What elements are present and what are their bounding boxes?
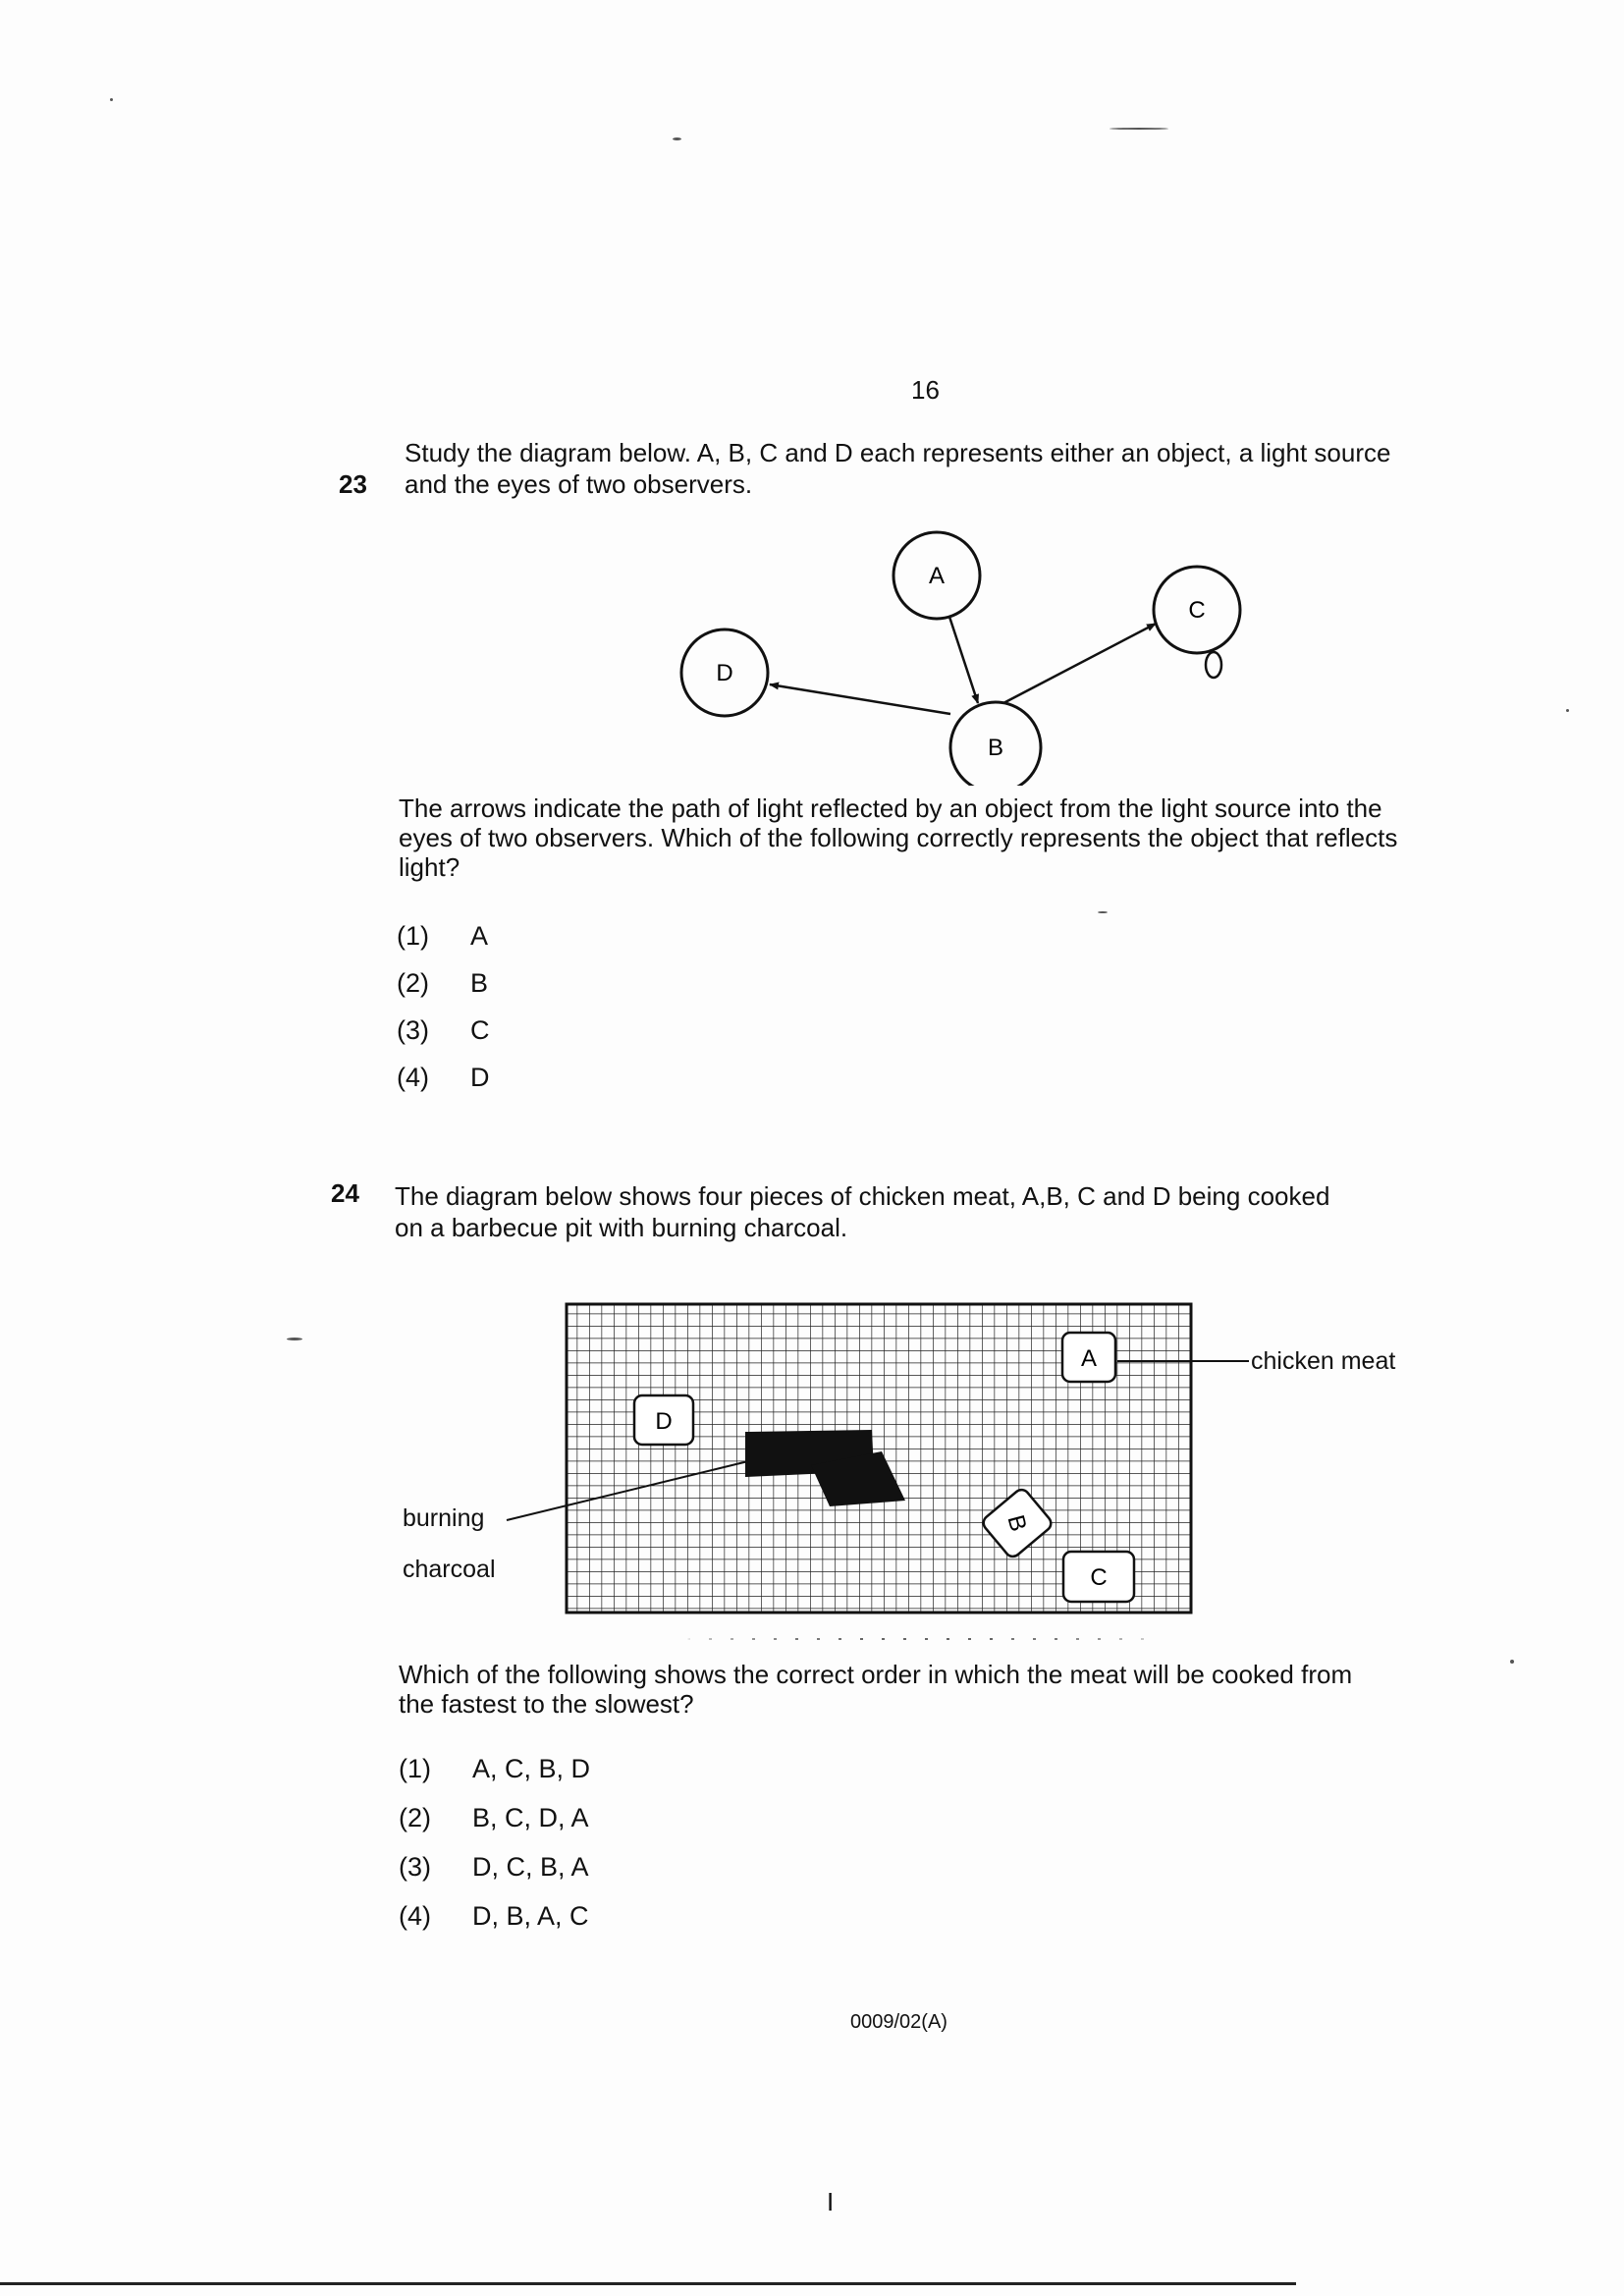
option-text: D, B, A, C <box>472 1901 589 1931</box>
meat-c-label: C <box>1090 1564 1108 1591</box>
question-23-number: 23 <box>339 469 367 499</box>
scan-speck <box>1510 1660 1514 1664</box>
node-a-label: A <box>928 563 946 589</box>
option-number: (3) <box>397 1015 429 1045</box>
question-23-intro-line-1: Study the diagram below. A, B, C and D each represents either an object, a light source <box>405 438 1391 467</box>
page-bottom-edge <box>0 2282 1296 2285</box>
option-number: (1) <box>397 921 429 951</box>
option-text: D, C, B, A <box>472 1852 589 1882</box>
paper-code: 0009/02(A) <box>850 2011 947 2033</box>
chicken-meat-a <box>1062 1333 1115 1382</box>
question-24-option-1[interactable] <box>399 1754 590 1784</box>
question-23-text-line-2: eyes of two observers. Which of the following correctly represents the object that reflects <box>399 823 1398 852</box>
option-number: (2) <box>399 1803 431 1832</box>
scan-speck <box>110 98 113 101</box>
question-24-intro-line-2: on a barbecue pit with burning charcoal. <box>395 1213 848 1242</box>
question-24-text-line-1: Which of the following shows the correct order in which the meat will be cooked from <box>399 1660 1353 1689</box>
question-23-text-line-1: The arrows indicate the path of light reflected by an object from the light source into the <box>399 793 1382 823</box>
node-d-label: D <box>716 660 733 686</box>
node-c-label: C <box>1188 597 1206 624</box>
option-number: (3) <box>399 1852 431 1882</box>
meat-a-label: A <box>1080 1345 1098 1372</box>
scan-speck <box>673 137 681 140</box>
label-chicken-meat: chicken meat <box>1251 1347 1396 1375</box>
scan-speck <box>1098 911 1108 913</box>
option-number: (4) <box>399 1901 431 1931</box>
option-text: B <box>470 968 489 998</box>
question-24-option-3[interactable] <box>399 1852 589 1883</box>
option-text: D <box>470 1063 490 1092</box>
option-text: B, C, D, A <box>472 1803 589 1832</box>
question-24-number: 24 <box>331 1178 359 1208</box>
scan-speck <box>1110 128 1168 130</box>
question-23-intro-line-2: and the eyes of two observers. <box>405 469 753 499</box>
scan-speck <box>1566 709 1569 712</box>
label-charcoal: charcoal <box>403 1556 496 1583</box>
chicken-meat-d <box>634 1395 693 1445</box>
scan-speck <box>687 1638 1159 1640</box>
question-23-text-line-3: light? <box>399 852 460 882</box>
option-number: (2) <box>397 968 429 998</box>
question-24-option-2[interactable] <box>399 1803 589 1833</box>
meat-b-label: B <box>1001 1511 1032 1535</box>
label-burning: burning <box>403 1504 485 1532</box>
scan-speck <box>287 1338 302 1340</box>
option-text: C <box>470 1015 490 1045</box>
bottom-mark: I <box>827 2187 835 2216</box>
meat-d-label: D <box>655 1408 673 1435</box>
question-24-text-line-2: the fastest to the slowest? <box>399 1689 694 1719</box>
question-24-intro-line-1: The diagram below shows four pieces of chicken meat, A,B, C and D being cooked <box>395 1181 1330 1211</box>
node-b-label: B <box>987 735 1004 761</box>
option-text: A <box>470 921 489 951</box>
chicken-meat-c <box>1063 1552 1134 1602</box>
option-number: (1) <box>399 1754 431 1783</box>
option-number: (4) <box>397 1063 429 1092</box>
question-24-option-4[interactable] <box>399 1901 589 1932</box>
option-text: A, C, B, D <box>472 1754 591 1783</box>
page-number: 16 <box>911 375 940 405</box>
